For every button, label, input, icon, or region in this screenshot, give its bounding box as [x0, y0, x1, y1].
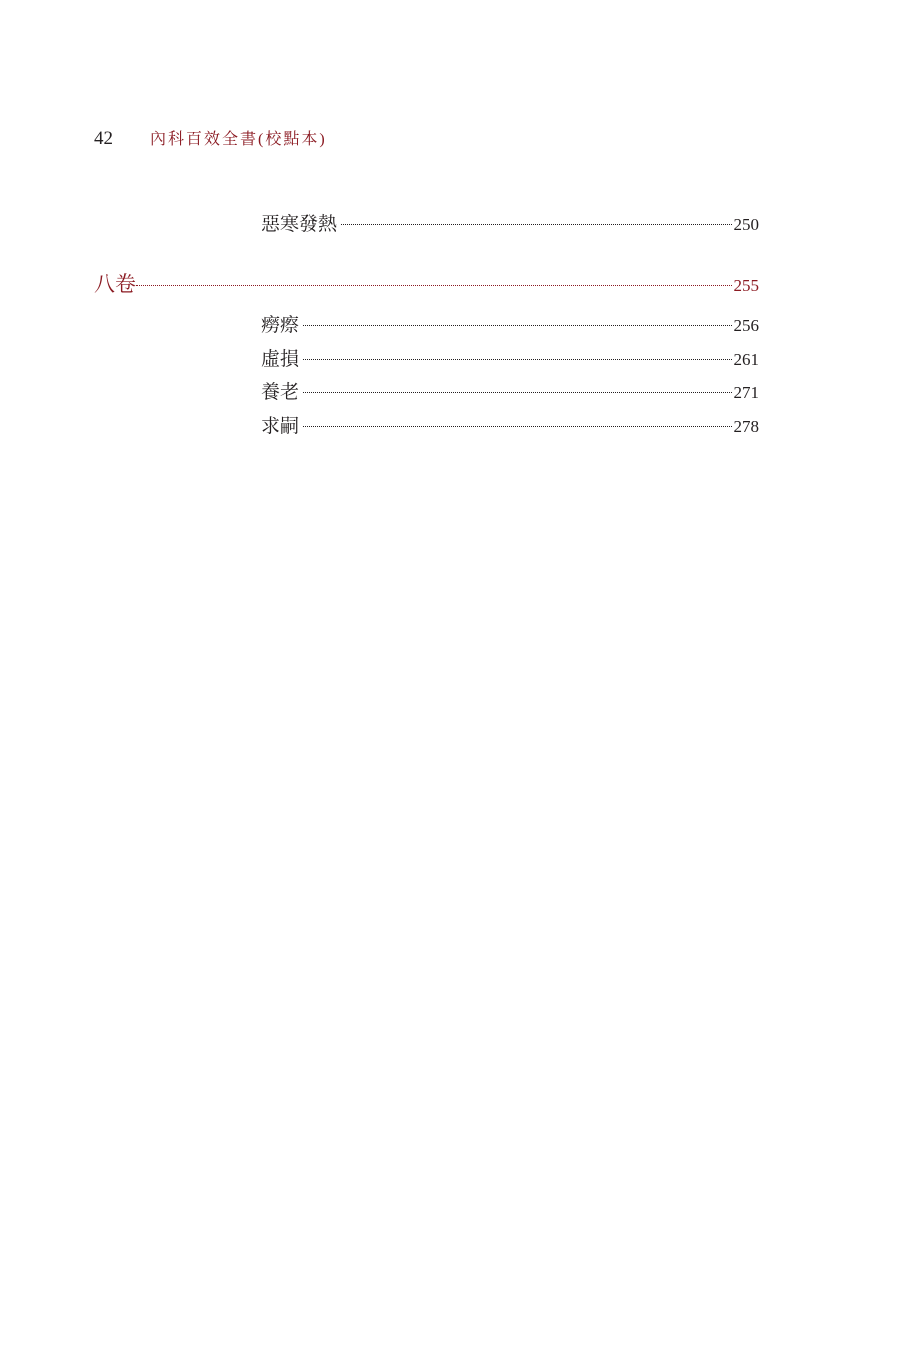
toc-entry-page: 271: [733, 383, 759, 402]
toc-entry-page: 250: [733, 215, 759, 234]
toc-chapter[interactable]: [94, 268, 759, 294]
toc-entry-title: 癆瘵: [261, 315, 300, 336]
dot-leader: [136, 285, 732, 286]
toc-entry[interactable]: [261, 377, 759, 403]
toc-entry[interactable]: [261, 344, 759, 370]
dot-leader: [303, 426, 731, 427]
toc-entry-title: 求嗣: [261, 416, 300, 437]
toc-entry-page: 256: [733, 316, 759, 335]
toc-entry[interactable]: [261, 411, 759, 437]
toc-entry-title: 虛損: [261, 349, 300, 370]
toc-entry[interactable]: [261, 209, 759, 235]
toc-chapter-title: 八卷: [94, 272, 136, 296]
dot-leader: [303, 325, 731, 326]
dot-leader: [303, 392, 731, 393]
toc-entry-title: 養老: [261, 382, 300, 403]
dot-leader: [303, 359, 731, 360]
toc-entry-page: 261: [733, 350, 759, 369]
toc-chapter-page: 255: [733, 276, 759, 295]
toc-entry-page: 278: [733, 417, 759, 436]
running-header: [94, 126, 327, 154]
page-number: 42: [94, 128, 113, 149]
dot-leader: [341, 224, 731, 225]
book-title: 內科百效全書(校點本): [150, 131, 327, 148]
toc-entry-title: 惡寒發熱: [261, 214, 338, 235]
toc-entry[interactable]: [261, 310, 759, 336]
